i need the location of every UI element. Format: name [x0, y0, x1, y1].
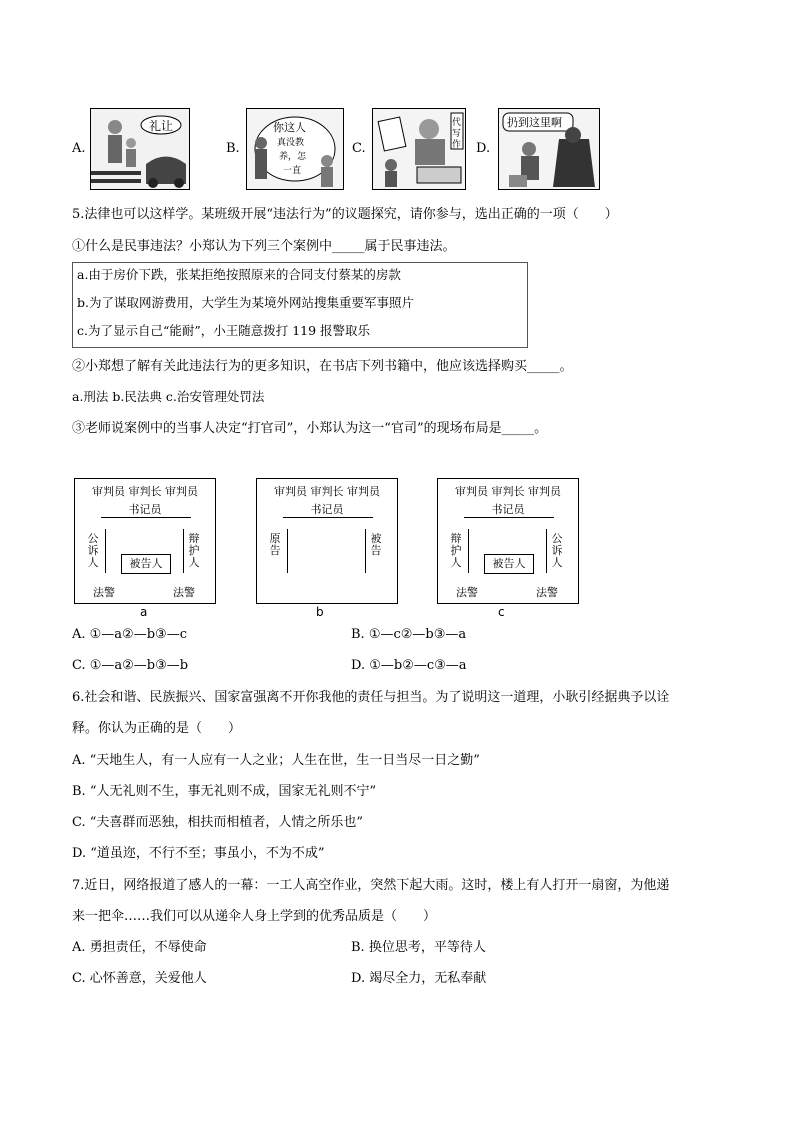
q7-stem-line1: 7.近日，网络报道了感人的一幕：一工人高空作业，突然下起大雨。这时，楼上有人打开一扇窗，为他递: [72, 878, 670, 893]
court-b-label: b: [316, 605, 324, 619]
q5-case-a: a.由于房价下跌，张某拒绝按照原来的合同支付蔡某的房款: [77, 267, 401, 282]
q7-option-c[interactable]: C. 心怀善意，关爱他人: [72, 971, 207, 986]
q5-stem: 5.法律也可以这样学。某班级开展“违法行为”的议题探究，请你参与，选出正确的一项（ ）: [72, 207, 618, 222]
q4-option-b-label[interactable]: B.: [226, 141, 240, 156]
court-c-left: 辩护人: [450, 532, 462, 569]
q5-option-d[interactable]: D. ①—b②—c③—a: [351, 658, 467, 673]
q6-option-d[interactable]: D. “道虽迩，不行不至；事虽小，不为不成”: [72, 846, 325, 861]
q7-option-a[interactable]: A. 勇担责任，不辱使命: [72, 940, 207, 955]
court-a-clerk: 书记员: [128, 503, 162, 516]
q4-c-caption: 代: [452, 118, 462, 128]
q6-stem-line1: 6.社会和谐、民族振兴、国家富强离不开你我他的责任与担当。为了说明这一道理，小耿引经据典予以诠: [72, 690, 670, 705]
svg-text:作: 作: [452, 140, 462, 150]
q4-a-caption: 礼让: [149, 119, 174, 133]
court-b-clerk: 书记员: [310, 503, 344, 516]
court-c-defendant: 被告人: [484, 554, 534, 574]
q4-option-d-label[interactable]: D.: [476, 141, 491, 156]
q4-option-a-image[interactable]: [90, 108, 190, 190]
q4-b-caption: 你这人: [273, 121, 306, 134]
court-c-police-left: 法警: [456, 586, 478, 599]
q7-option-d[interactable]: D. 竭尽全力，无私奉献: [351, 971, 487, 986]
svg-text:写: 写: [452, 129, 462, 139]
q4-option-a-label[interactable]: A.: [72, 141, 86, 156]
q4-option-b-image[interactable]: [246, 108, 344, 190]
q5-sub1: ①什么是民事违法？小郑认为下列三个案例中_____属于民事违法。: [72, 239, 456, 254]
svg-text:真没教: 真没教: [277, 138, 305, 148]
court-b-header: 审判员 审判长 审判员: [274, 485, 380, 498]
q6-stem-line2: 释。你认为正确的是（ ）: [72, 721, 242, 736]
court-c-right: 公诉人: [551, 532, 563, 569]
court-a-right: 辩护人: [188, 532, 200, 569]
q4-option-c-label[interactable]: C.: [352, 141, 366, 156]
court-b-left: 原告: [269, 532, 281, 557]
court-b-right: 被告: [370, 532, 382, 557]
court-a-defendant: 被告人: [121, 554, 171, 574]
court-c-clerk: 书记员: [491, 503, 525, 516]
court-c-police-right: 法警: [536, 586, 558, 599]
court-a-label: a: [140, 605, 148, 619]
court-layout-a: [74, 478, 216, 604]
q6-option-a[interactable]: A. “天地生人，有一人应有一人之业；人生在世，生一日当尽一日之勤”: [72, 753, 480, 768]
q4-d-caption: 扔到这里啊: [507, 116, 562, 129]
q4-option-c-image[interactable]: [372, 108, 466, 190]
q6-option-b[interactable]: B. “人无礼则不生，事无礼则不成，国家无礼则不宁”: [72, 784, 377, 799]
q7-stem-line2: 来一把伞……我们可以从递伞人身上学到的优秀品质是（ ）: [72, 909, 437, 924]
q4-option-d-image[interactable]: [498, 108, 600, 190]
q5-sub3: ③老师说案例中的当事人决定“打官司”，小郑认为这一“官司”的现场布局是_____。: [72, 421, 548, 436]
q5-case-b: b.为了谋取网游费用，大学生为某境外网站搜集重要军事照片: [77, 295, 414, 310]
svg-text:养，怎: 养，怎: [279, 152, 307, 162]
court-c-header: 审判员 审判长 审判员: [455, 485, 561, 498]
svg-text:一直: 一直: [283, 166, 302, 176]
q5-case-c: c.为了显示自己“能耐”，小王随意拨打 119 报警取乐: [77, 323, 371, 338]
court-c-label: c: [498, 605, 505, 619]
court-layout-b: [256, 478, 398, 604]
court-a-header: 审判员 审判长 审判员: [92, 485, 198, 498]
q5-case-box: [72, 262, 528, 348]
court-a-police-right: 法警: [173, 586, 195, 599]
court-a-police-left: 法警: [93, 586, 115, 599]
q5-option-b[interactable]: B. ①—c②—b③—a: [351, 627, 467, 642]
q5-sub2: ②小郑想了解有关此违法行为的更多知识，在书店下列书籍中，他应该选择购买_____。: [72, 359, 573, 374]
q5-option-c[interactable]: C. ①—a②—b③—b: [72, 658, 189, 673]
q5-books: a.刑法 b.民法典 c.治安管理处罚法: [72, 389, 265, 404]
q6-option-c[interactable]: C. “夫喜群而恶独，相扶而相植者，人情之所乐也”: [72, 815, 364, 830]
q7-option-b[interactable]: B. 换位思考，平等待人: [351, 940, 486, 955]
court-layout-c: [437, 478, 579, 604]
q5-option-a[interactable]: A. ①—a②—b③—c: [72, 627, 187, 642]
court-a-left: 公诉人: [87, 532, 99, 569]
